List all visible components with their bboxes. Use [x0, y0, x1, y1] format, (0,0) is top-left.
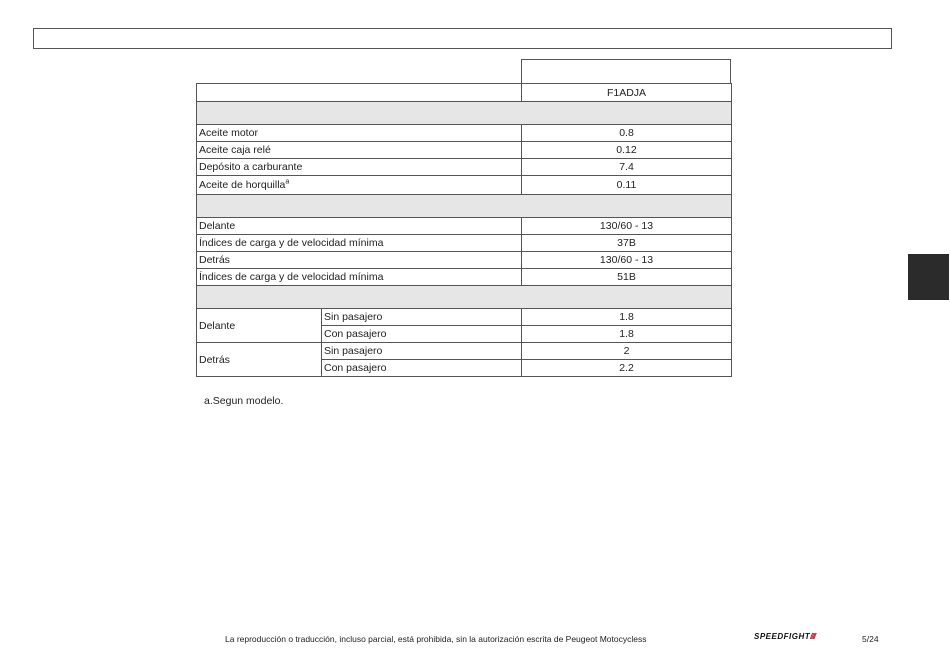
tyre-label: Delante: [197, 218, 522, 235]
tyre-value: 51B: [522, 269, 732, 286]
table-row: [197, 235, 732, 252]
capacity-label: Depósito a carburante: [197, 159, 522, 176]
table-row: [197, 218, 732, 235]
footnote-marker: a: [285, 178, 290, 186]
brand-name: SPEEDFIGHT: [754, 632, 811, 641]
table-row: [197, 159, 732, 176]
tyre-value: 130/60 - 13: [522, 252, 732, 269]
pressure-condition: Sin pasajero: [322, 309, 522, 326]
capacity-label-cell: [197, 176, 522, 195]
pressure-condition: Sin pasajero: [322, 343, 522, 360]
model-header-cell: [521, 59, 731, 84]
pressure-condition: Con pasajero: [322, 326, 522, 343]
table-row: [197, 252, 732, 269]
copyright-notice: La reproducción o traducción, incluso parcial, está prohibida, sin la autorización escrita de Peugeot Motocycless: [225, 634, 647, 644]
chapter-side-tab: [908, 254, 949, 300]
capacity-value: 0.8: [522, 125, 732, 142]
capacity-label: Aceite caja relé: [197, 142, 522, 159]
capacity-value: 0.12: [522, 142, 732, 159]
pressure-value: 1.8: [522, 326, 732, 343]
table-row: [197, 309, 732, 326]
table-row: [197, 142, 732, 159]
table-row: [197, 176, 732, 195]
section-tyres: [197, 195, 732, 218]
table-footnote: a.Segun modelo.: [204, 395, 284, 407]
table-row: [197, 343, 732, 360]
model-label-cell: [197, 84, 522, 102]
section-pressures: [197, 286, 732, 309]
brand-stripes: ////: [810, 632, 816, 641]
table-row: [197, 269, 732, 286]
capacity-label: Aceite de horquilla: [199, 179, 286, 191]
tyre-value: 37B: [522, 235, 732, 252]
specifications-table: [196, 83, 732, 377]
capacity-value: 0.11: [522, 176, 732, 195]
pressure-value: 1.8: [522, 309, 732, 326]
pressure-rear-label: Detrás: [197, 343, 322, 377]
table-row: [197, 125, 732, 142]
pressure-value: 2.2: [522, 360, 732, 377]
page-number: 5/24: [862, 634, 879, 644]
pressure-front-label: Delante: [197, 309, 322, 343]
pressure-value: 2: [522, 343, 732, 360]
model-row: [197, 84, 732, 102]
tyre-value: 130/60 - 13: [522, 218, 732, 235]
tyre-label: Detrás: [197, 252, 522, 269]
capacity-label: Aceite motor: [197, 125, 522, 142]
model-code: F1ADJA: [522, 84, 732, 102]
tyre-label: Índices de carga y de velocidad mínima: [197, 235, 522, 252]
brand-logo: [754, 632, 815, 641]
section-capacities: [197, 102, 732, 125]
capacity-value: 7.4: [522, 159, 732, 176]
tyre-label: Índices de carga y de velocidad mínima: [197, 269, 522, 286]
page-header-box: [33, 28, 892, 49]
pressure-condition: Con pasajero: [322, 360, 522, 377]
